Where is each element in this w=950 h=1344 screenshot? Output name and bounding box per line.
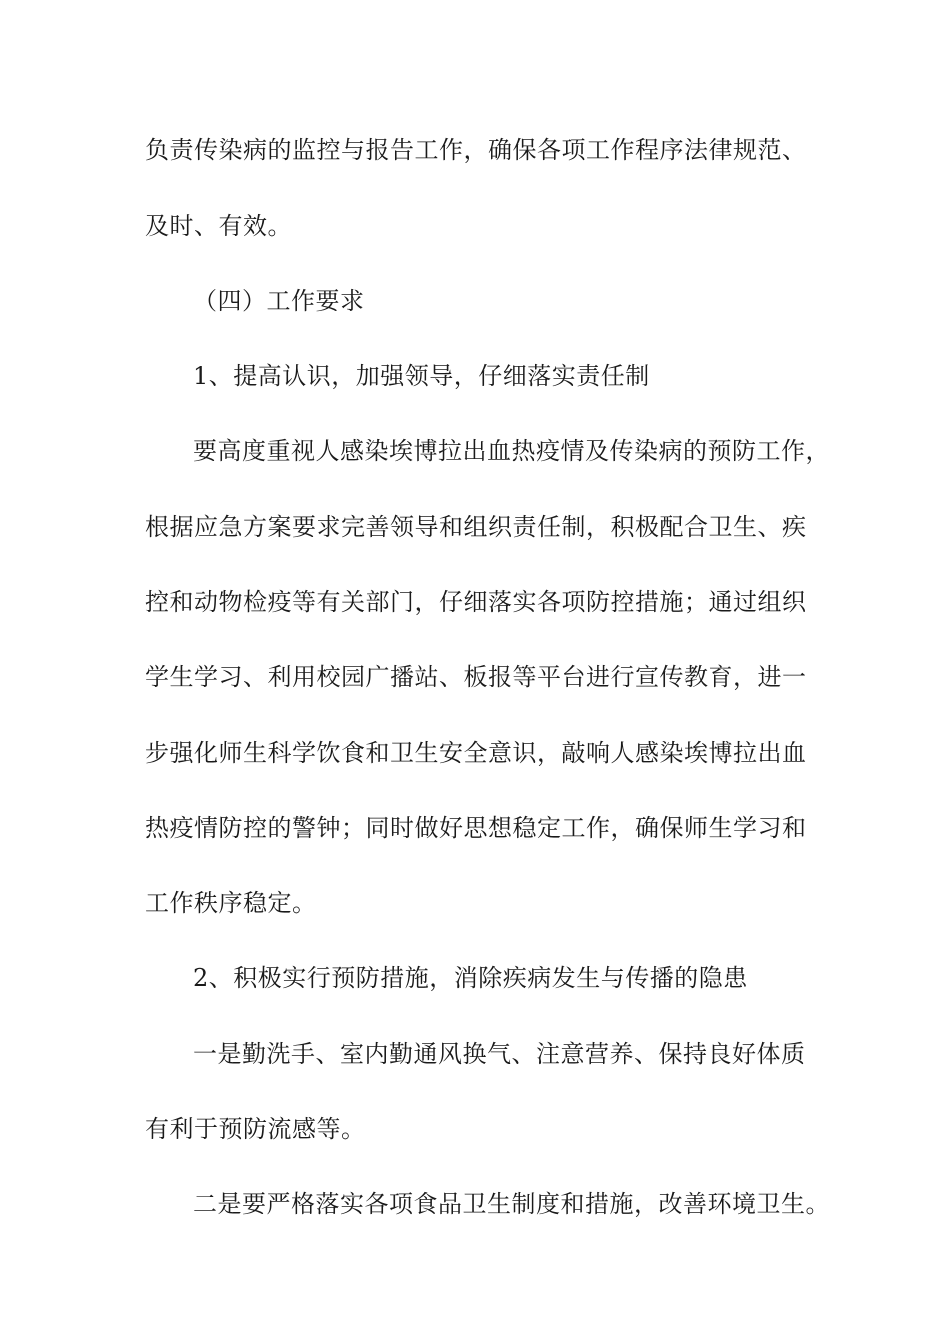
section-heading: （四）工作要求 [193, 287, 365, 315]
paragraph-line: 热疫情防控的警钟；同时做好思想稳定工作，确保师生学习和 [145, 814, 807, 842]
paragraph-line: 及时、有效。 [145, 212, 292, 240]
paragraph-line: 学生学习、利用校园广播站、板报等平台进行宣传教育，进一 [145, 663, 807, 691]
subsection-heading: 1、提高认识，加强领导，仔细落实责任制 [193, 362, 650, 390]
paragraph-line: 要高度重视人感染埃博拉出血热疫情及传染病的预防工作， [193, 437, 830, 465]
paragraph-line: 工作秩序稳定。 [145, 889, 317, 917]
paragraph-line: 根据应急方案要求完善领导和组织责任制，积极配合卫生、疾 [145, 513, 807, 541]
paragraph-line: 负责传染病的监控与报告工作，确保各项工作程序法律规范、 [145, 136, 807, 164]
paragraph-line: 步强化师生科学饮食和卫生安全意识，敲响人感染埃博拉出血 [145, 739, 807, 767]
paragraph-line: 有利于预防流感等。 [145, 1115, 366, 1143]
subsection-heading: 2、积极实行预防措施，消除疾病发生与传播的隐患 [193, 964, 748, 992]
paragraph-line: 一是勤洗手、室内勤通风换气、注意营养、保持良好体质 [193, 1040, 806, 1068]
paragraph-line: 控和动物检疫等有关部门，仔细落实各项防控措施；通过组织 [145, 588, 807, 616]
paragraph-line: 二是要严格落实各项食品卫生制度和措施，改善环境卫生。 [193, 1190, 830, 1218]
